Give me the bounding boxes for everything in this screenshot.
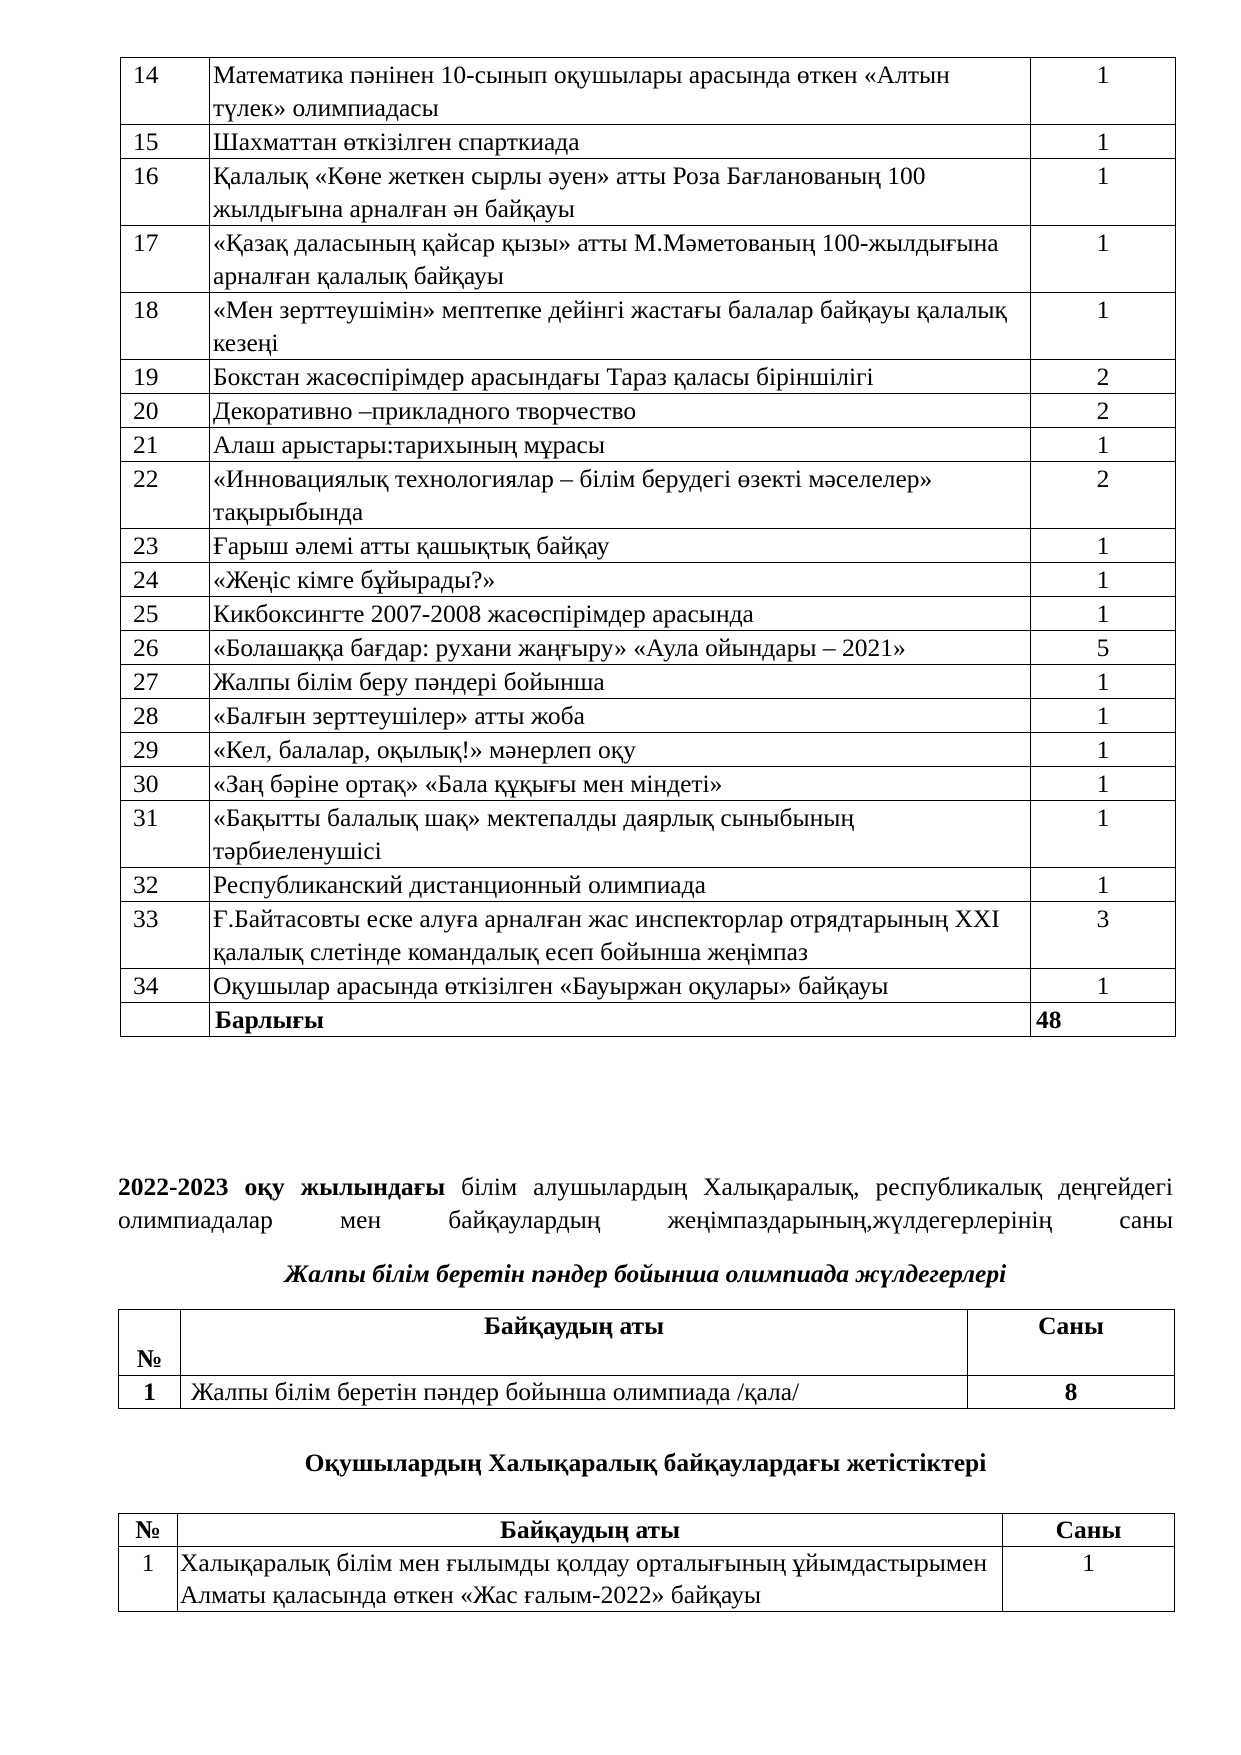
row-number: 32 xyxy=(121,868,210,902)
olympiad-row-name: Жалпы білім беретін пәндер бойынша олимпиада /қала/ xyxy=(181,1376,968,1409)
row-number: 17 xyxy=(121,226,210,293)
row-number: 31 xyxy=(121,801,210,868)
row-contest-name: Ғарыш әлемі атты қашықтық байқау xyxy=(210,529,1031,563)
row-contest-name: Бокстан жасөспірімдер арасындағы Тараз қаласы біріншілігі xyxy=(210,360,1031,394)
row-count: 1 xyxy=(1031,428,1176,462)
row-number: 25 xyxy=(121,597,210,631)
table-row xyxy=(121,631,1176,665)
row-number: 30 xyxy=(121,767,210,801)
table-row xyxy=(121,801,1176,868)
row-count: 2 xyxy=(1031,360,1176,394)
results-table xyxy=(120,57,1176,1037)
intl-table xyxy=(118,1513,1175,1612)
row-number: 33 xyxy=(121,902,210,969)
row-count: 1 xyxy=(1031,868,1176,902)
row-contest-name: «Қазақ даласының қайсар қызы» атты М.Мәметованың 100-жылдығына арналған қалалық байқауы xyxy=(210,226,1031,293)
row-number: 27 xyxy=(121,665,210,699)
table-row xyxy=(121,733,1176,767)
row-number: 14 xyxy=(121,58,210,125)
row-count: 1 xyxy=(1031,733,1176,767)
row-count: 1 xyxy=(1031,597,1176,631)
row-contest-name: Декоративно –прикладного творчество xyxy=(210,394,1031,428)
row-count: 1 xyxy=(1031,563,1176,597)
row-count: 2 xyxy=(1031,462,1176,529)
row-number: 26 xyxy=(121,631,210,665)
table-row xyxy=(121,462,1176,529)
row-number: 15 xyxy=(121,125,210,159)
table-row xyxy=(121,125,1176,159)
row-count: 1 xyxy=(1031,699,1176,733)
intl-section-title: Оқушылардың Халықаралық байқаулардағы жетістіктері xyxy=(304,1448,987,1477)
olympiad-section-title: Жалпы білім беретін пәндер бойынша олимпиада жүлдегерлері xyxy=(284,1259,1007,1288)
table-row xyxy=(121,159,1176,226)
row-number: 34 xyxy=(121,969,210,1003)
row-count: 1 xyxy=(1031,969,1176,1003)
row-count: 1 xyxy=(1031,159,1176,226)
row-contest-name: Қалалық «Көне жеткен сырлы әуен» атты Роза Бағланованың 100 жылдығына арналған ән байқауы xyxy=(210,159,1031,226)
total-row-empty-cell xyxy=(121,1003,210,1037)
row-count: 1 xyxy=(1031,125,1176,159)
olympiad-row-count: 8 xyxy=(968,1376,1175,1409)
row-contest-name: Ғ.Байтасовты еске алуға арналған жас инспекторлар отрядтарының XXI қалалық слетінде командалық есеп бойынша жеңімпаз xyxy=(210,902,1031,969)
row-count: 3 xyxy=(1031,902,1176,969)
row-contest-name: Кикбоксингте 2007-2008 жасөспірімдер арасында xyxy=(210,597,1031,631)
table-row xyxy=(121,428,1176,462)
row-contest-name: Алаш арыстары:тарихының мұрасы xyxy=(210,428,1031,462)
table-row xyxy=(121,529,1176,563)
row-count: 5 xyxy=(1031,631,1176,665)
row-count: 1 xyxy=(1031,529,1176,563)
intro-paragraph xyxy=(118,1170,1173,1236)
table-row xyxy=(121,563,1176,597)
olympiad-header-name: Байқаудың аты xyxy=(181,1310,968,1376)
table-row xyxy=(121,293,1176,360)
intl-row-num: 1 xyxy=(119,1547,178,1612)
row-contest-name: «Заң бәріне ортақ» «Бала құқығы мен міндеті» xyxy=(210,767,1031,801)
olympiad-header-count: Саны xyxy=(968,1310,1175,1376)
row-contest-name: Математика пәнінен 10-сынып оқушылары арасында өткен «Алтын түлек» олимпиадасы xyxy=(210,58,1031,125)
row-count: 1 xyxy=(1031,293,1176,360)
row-number: 19 xyxy=(121,360,210,394)
table-row xyxy=(121,665,1176,699)
row-count: 1 xyxy=(1031,767,1176,801)
table-row xyxy=(121,394,1176,428)
row-contest-name: «Мен зерттеушімін» мептепке дейінгі жастағы балалар байқауы қалалық кезеңі xyxy=(210,293,1031,360)
intl-header-num: № xyxy=(119,1514,178,1547)
intl-row xyxy=(119,1547,1175,1612)
olympiad-row-num: 1 xyxy=(119,1376,181,1409)
table-row xyxy=(121,767,1176,801)
row-contest-name: Республиканский дистанционный олимпиада xyxy=(210,868,1031,902)
intl-row-name: Халықаралық білім мен ғылымды қолдау орталығының ұйымдастырымен Алматы қаласында өткен «Жас ғалым-2022» байқауы xyxy=(178,1547,1003,1612)
table-row xyxy=(121,902,1176,969)
olympiad-table xyxy=(118,1309,1175,1409)
intl-header-name: Байқаудың аты xyxy=(178,1514,1003,1547)
row-contest-name: Оқушылар арасында өткізілген «Бауыржан оқулары» байқауы xyxy=(210,969,1031,1003)
intl-header-count: Саны xyxy=(1003,1514,1175,1547)
row-number: 21 xyxy=(121,428,210,462)
table-row xyxy=(121,360,1176,394)
olympiad-header-num: № xyxy=(119,1310,181,1376)
row-number: 16 xyxy=(121,159,210,226)
row-number: 18 xyxy=(121,293,210,360)
total-value: 48 xyxy=(1031,1003,1176,1037)
row-count: 2 xyxy=(1031,394,1176,428)
total-row xyxy=(121,1003,1176,1037)
row-contest-name: Шахматтан өткізілген спарткиада xyxy=(210,125,1031,159)
row-count: 1 xyxy=(1031,665,1176,699)
intl-row-count: 1 xyxy=(1003,1547,1175,1612)
table-row xyxy=(121,597,1176,631)
row-number: 29 xyxy=(121,733,210,767)
row-contest-name: «Балғын зерттеушілер» атты жоба xyxy=(210,699,1031,733)
row-number: 23 xyxy=(121,529,210,563)
row-count: 1 xyxy=(1031,226,1176,293)
table-row xyxy=(121,58,1176,125)
row-number: 24 xyxy=(121,563,210,597)
row-number: 28 xyxy=(121,699,210,733)
intro-text: білім алушылардың Халықаралық, республикалық деңгейдегі олимпиадалар мен байқаулардың жеңімпаздарының,жүлдегерлерінің саны xyxy=(118,1172,1173,1234)
olympiad-row xyxy=(119,1376,1175,1409)
intl-header-row xyxy=(119,1514,1175,1547)
total-label: Барлығы xyxy=(210,1003,1031,1037)
table-row xyxy=(121,868,1176,902)
table-row xyxy=(121,699,1176,733)
intro-bold-year: 2022-2023 оқу жылындағы xyxy=(118,1172,446,1201)
row-number: 20 xyxy=(121,394,210,428)
row-contest-name: «Кел, балалар, оқылық!» мәнерлеп оқу xyxy=(210,733,1031,767)
row-number: 22 xyxy=(121,462,210,529)
olympiad-header-row xyxy=(119,1310,1175,1376)
row-contest-name: «Болашаққа бағдар: рухани жаңғыру» «Аула ойындары – 2021» xyxy=(210,631,1031,665)
results-table-body xyxy=(121,58,1176,1037)
row-contest-name: «Жеңіс кімге бұйырады?» xyxy=(210,563,1031,597)
table-row xyxy=(121,226,1176,293)
row-contest-name: «Инновациялық технологиялар – білім берудегі өзекті мәселелер» тақырыбында xyxy=(210,462,1031,529)
row-count: 1 xyxy=(1031,58,1176,125)
row-contest-name: «Бақытты балалық шақ» мектепалды даярлық сыныбының тәрбиеленушісі xyxy=(210,801,1031,868)
table-row xyxy=(121,969,1176,1003)
row-contest-name: Жалпы білім беру пәндері бойынша xyxy=(210,665,1031,699)
row-count: 1 xyxy=(1031,801,1176,868)
